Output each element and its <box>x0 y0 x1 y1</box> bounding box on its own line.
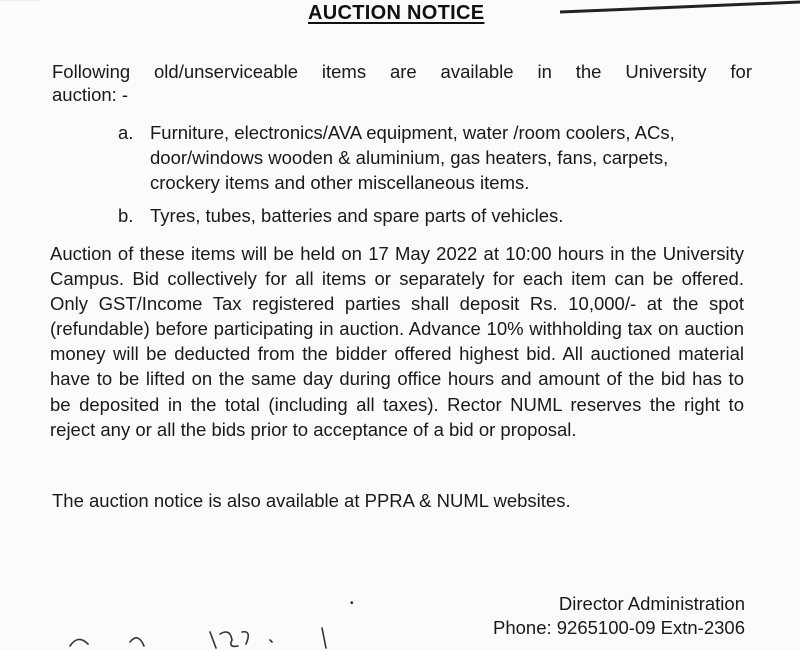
items-list <box>118 120 738 236</box>
list-item-text: Tyres, tubes, batteries and spare parts of vehicles. <box>150 205 564 226</box>
list-item-marker: b. <box>118 205 134 226</box>
list-item <box>118 120 738 195</box>
signatory-phone: Phone: 9265100-09 Extn-2306 <box>492 617 745 638</box>
handwritten-scribble <box>60 620 360 650</box>
intro-paragraph <box>52 60 752 106</box>
intro-line-1: Following old/unserviceable items are available in the University for <box>52 61 752 82</box>
auction-details-paragraph: Auction of these items will be held on 17 May 2022 at 10:00 hours in the University Campus. Bid collectively for all items or separately for each item can be offered. Only GST/Income Tax registered parties shall deposit Rs. 10,000/- at the spot (refundable) before participating in auction. Advance 10% withholding tax on auction money will be deducted from the bidder offered highest bid. All auctioned material have to be lifted on the same day during office hours and amount of the bid has to be deposited in the total (including all taxes). Rector NUML reserves the right to reject any or all the bids prior to acceptance of a bid or proposal. <box>50 243 744 440</box>
list-item-marker: a. <box>118 122 134 143</box>
stray-mark: • <box>350 598 354 609</box>
signatory-designation: Director Administration <box>558 593 745 614</box>
list-item <box>118 203 738 228</box>
signature-block <box>493 592 745 640</box>
intro-line-2: auction: - <box>52 84 129 105</box>
websites-note: The auction notice is also available at PPRA & NUML websites. <box>52 490 571 511</box>
notice-title: AUCTION NOTICE <box>308 2 485 24</box>
list-item-text: Furniture, electronics/AVA equipment, water /room coolers, ACs, door/windows wooden & aluminium, gas heaters, fans, carpets, crockery items and other miscellaneous items. <box>150 122 675 193</box>
